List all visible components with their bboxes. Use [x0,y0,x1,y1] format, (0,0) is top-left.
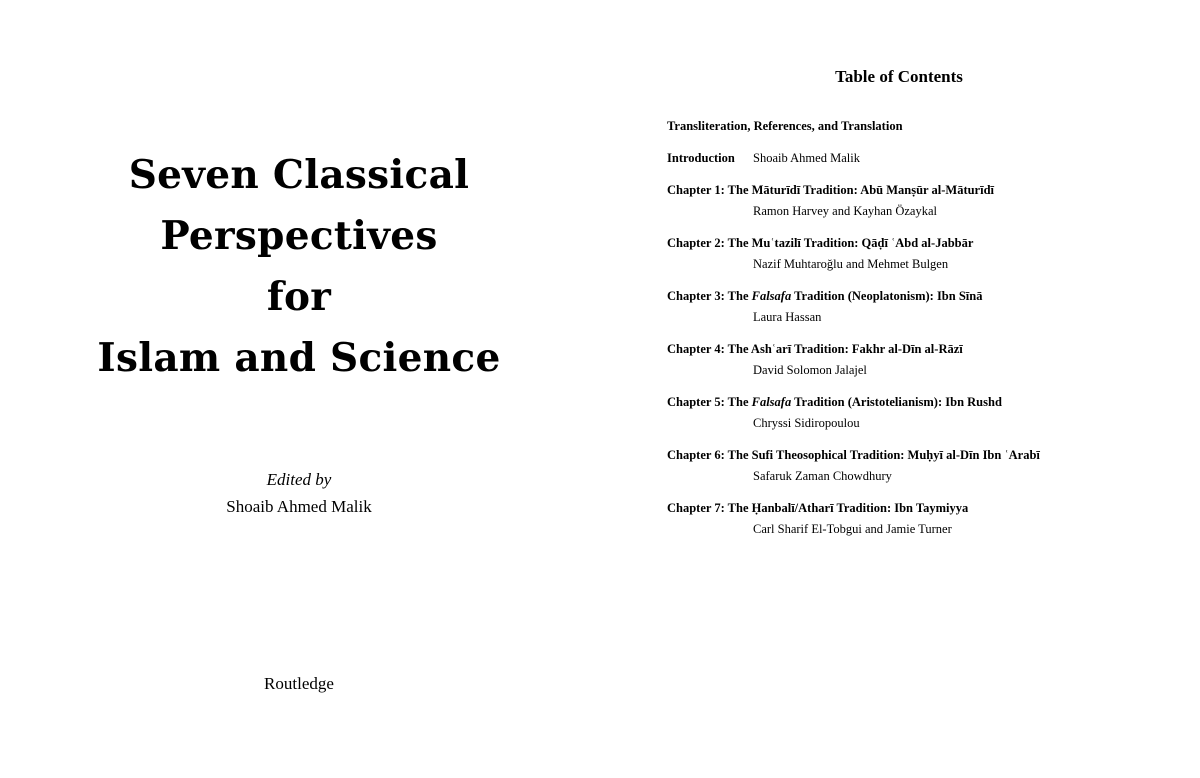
toc-chapter-5-title [667,393,1002,411]
table-of-contents-page [600,0,1200,778]
book-title-line-4: Islam and Science [97,335,501,381]
toc-chapter-7-authors: Carl Sharif El-Tobgui and Jamie Turner [753,522,952,536]
toc-chapter-4-title [667,340,963,358]
toc-chapter-title-text: Chapter 1: The Māturīdī Tradition: Abū Manṣūr al-Māturīdī [667,183,995,197]
toc-chapter-4-authors: David Solomon Jalajel [753,363,867,377]
edited-by-label: Edited by [266,470,332,489]
toc-chapter-6-title [667,446,1040,464]
book-title-line-3: for [266,274,332,320]
toc-front-matter: Transliteration, References, and Translation [667,119,903,133]
book-title-line-1: Seven Classical [128,152,470,198]
toc-introduction-author: Shoaib Ahmed Malik [753,151,860,165]
toc-chapter-title-suffix: Tradition (Aristotelianism): Ibn Rushd [791,395,1002,409]
toc-chapter-6-authors: Safaruk Zaman Chowdhury [753,469,892,483]
toc-chapter-title-text: Chapter 4: The Ashʿarī Tradition: Fakhr al-Dīn al-Rāzī [667,342,963,356]
publisher-name: Routledge [264,674,334,693]
toc-chapter-title-prefix: Chapter 3: The [667,289,752,303]
toc-chapter-1-authors: Ramon Harvey and Kayhan Özaykal [753,204,937,218]
toc-chapter-1-title [667,181,994,199]
toc-chapter-title-italic: Falsafa [751,289,792,303]
toc-chapter-title-text: Chapter 2: The Muʿtazilī Tradition: Qāḍī ʿAbd al-Jabbār [667,236,974,250]
toc-chapter-2-authors: Nazif Muhtaroğlu and Mehmet Bulgen [753,257,949,271]
toc-introduction-label: Introduction [667,151,735,165]
toc-chapter-title-text: Chapter 7: The Ḥanbalī/Atharī Tradition: Ibn Taymiyya [667,501,969,515]
toc-chapter-3-authors: Laura Hassan [753,310,822,324]
book-title-line-2: Perspectives [160,213,438,259]
toc-chapter-2-title [667,234,973,252]
toc-chapter-5-authors: Chryssi Sidiropoulou [753,416,860,430]
toc-chapter-7-title [667,499,968,517]
toc-chapter-title-text: Chapter 6: The Sufi Theosophical Tradition: Muḥyī al-Dīn Ibn ʿArabī [667,448,1040,462]
editor-name: Shoaib Ahmed Malik [226,497,372,516]
toc-heading: Table of Contents [835,67,963,86]
toc-chapter-title-suffix: Tradition (Neoplatonism): Ibn Sīnā [791,289,983,303]
toc-chapter-title-italic: Falsafa [751,395,792,409]
toc-chapter-title-prefix: Chapter 5: The [667,395,752,409]
toc-chapter-3-title [667,287,982,305]
